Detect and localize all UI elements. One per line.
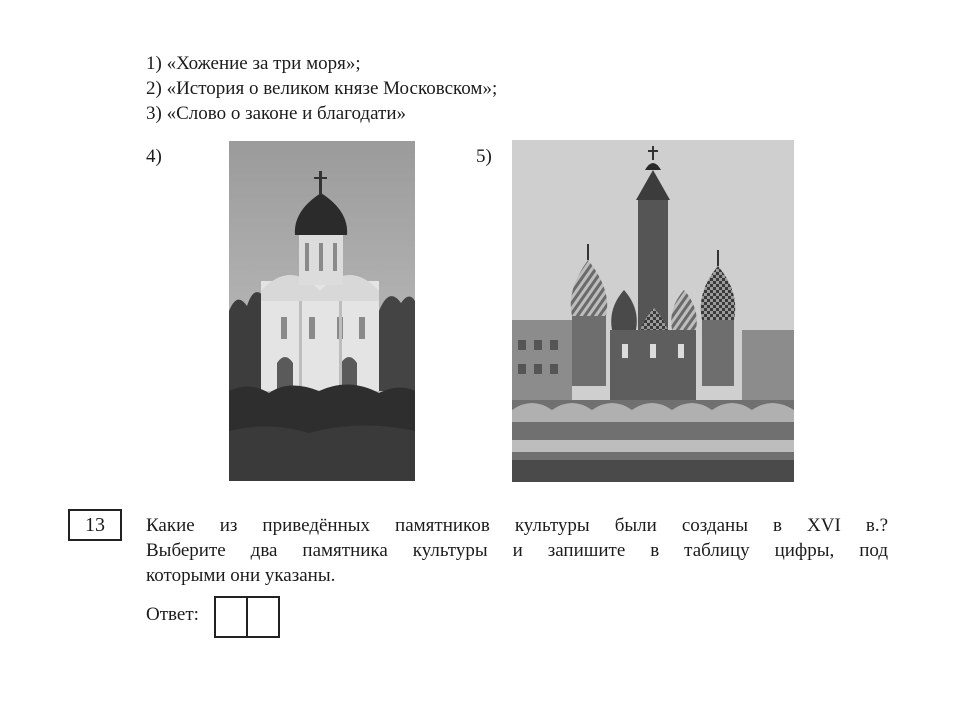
- question-line-1: Какие из приведённых памятников культуры были созданы в XVI в.?: [146, 515, 888, 536]
- question-line-2: Выберите два памятника культуры и запишите в таблицу цифры, под: [146, 540, 888, 561]
- image-4-label: 4): [146, 146, 162, 167]
- question-text: [146, 513, 888, 588]
- answer-label: Ответ:: [146, 604, 199, 625]
- question-number: 13: [68, 509, 122, 541]
- question-line-3: которыми они указаны.: [146, 565, 336, 586]
- church-on-the-nerl-photo: [229, 141, 415, 481]
- image-5-label: 5): [476, 146, 492, 167]
- option-1: 1) «Хожение за три моря»;: [146, 53, 361, 74]
- st-basils-cathedral-photo: [512, 140, 794, 482]
- answer-cell-2[interactable]: [246, 598, 278, 636]
- option-3: 3) «Слово о законе и благодати»: [146, 103, 407, 124]
- answer-cell-1[interactable]: [216, 598, 246, 636]
- answer-table: [214, 596, 280, 638]
- option-2: 2) «История о великом князе Московском»;: [146, 78, 498, 99]
